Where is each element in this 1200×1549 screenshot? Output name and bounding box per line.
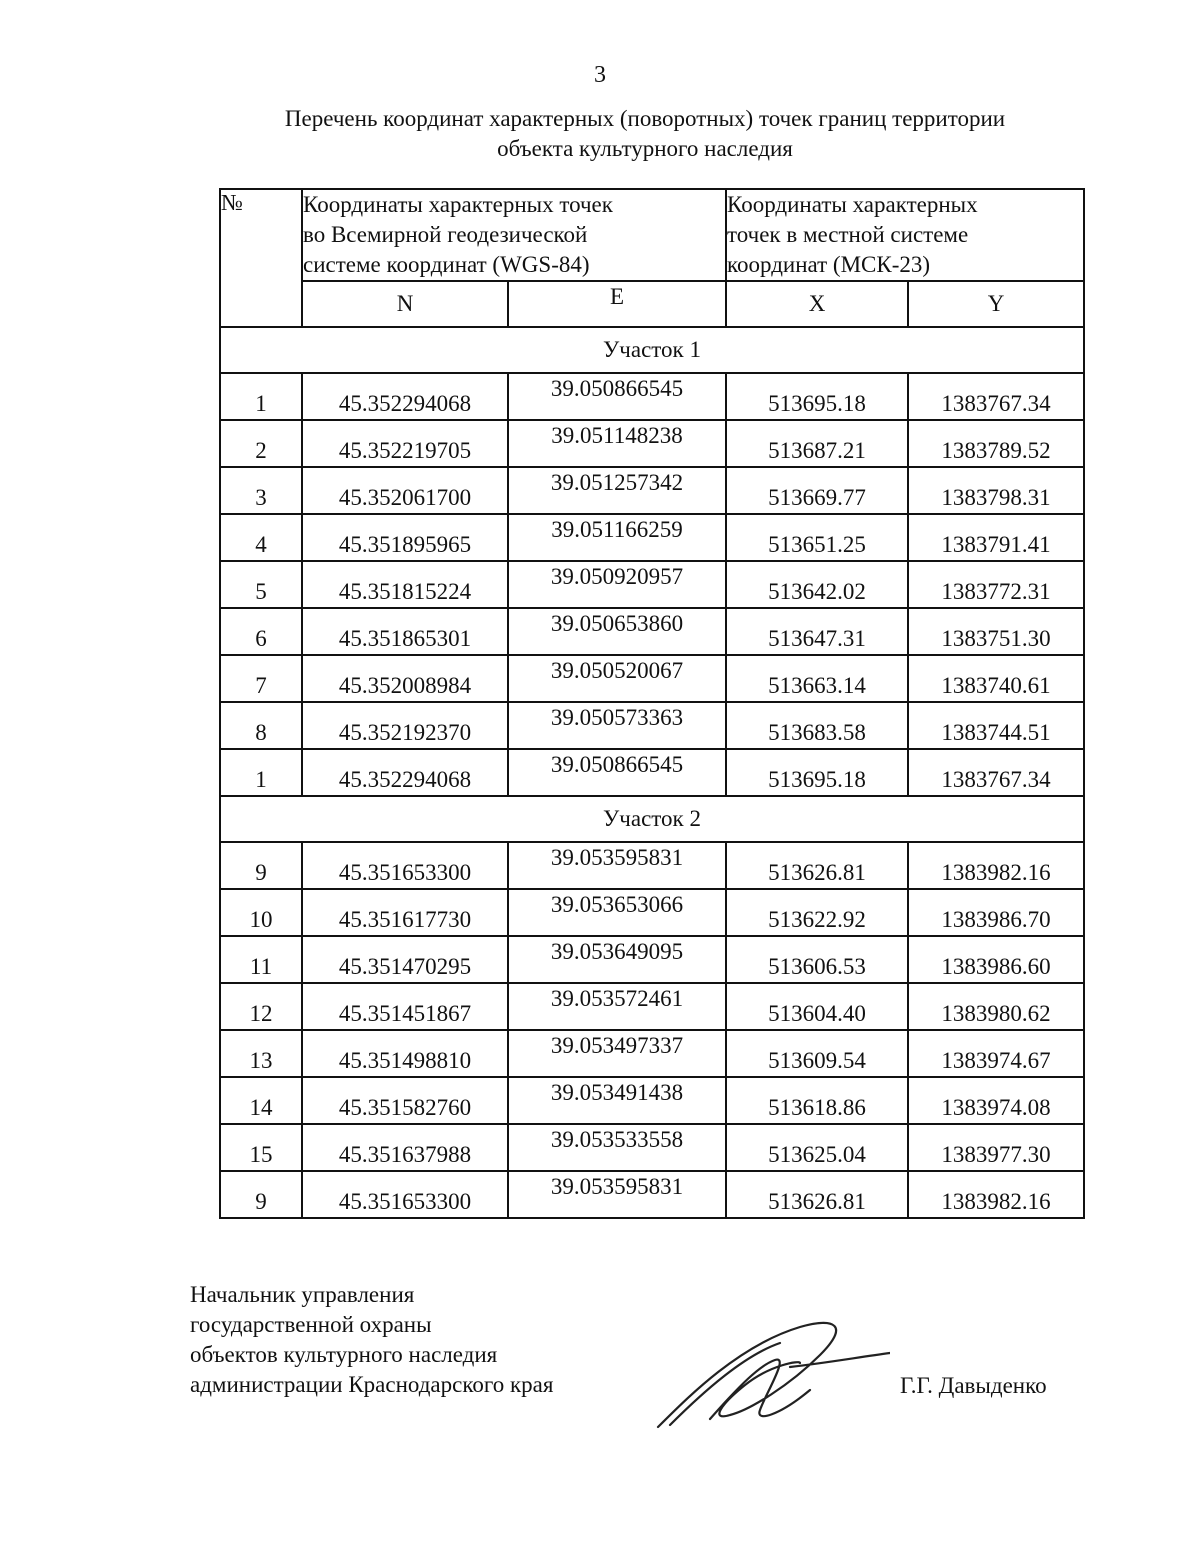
coordinate-y: 1383974.67 (908, 1030, 1084, 1077)
latitude-n: 45.351498810 (302, 1030, 508, 1077)
latitude-n: 45.352192370 (302, 702, 508, 749)
coordinate-x: 513609.54 (726, 1030, 908, 1077)
table-row (220, 655, 1084, 702)
coordinate-x: 513687.21 (726, 420, 908, 467)
table-row (220, 749, 1084, 796)
coordinate-y: 1383986.70 (908, 889, 1084, 936)
latitude-n: 45.351582760 (302, 1077, 508, 1124)
position-line-4: администрации Краснодарского края (190, 1372, 554, 1397)
header-wgs84 (302, 189, 726, 281)
longitude-e: 39.053491438 (508, 1077, 726, 1124)
title-line-1: Перечень координат характерных (поворотных) точек границ территории (284, 106, 1006, 131)
header-msk23-line-3: координат (МСК-23) (727, 252, 931, 277)
coordinate-x: 513622.92 (726, 889, 908, 936)
longitude-e: 39.050573363 (508, 702, 726, 749)
longitude-e: 39.051166259 (508, 514, 726, 561)
point-number: 12 (220, 983, 302, 1030)
coordinate-x: 513651.25 (726, 514, 908, 561)
latitude-n: 45.351637988 (302, 1124, 508, 1171)
header-e: E (508, 281, 726, 327)
longitude-e: 39.053649095 (508, 936, 726, 983)
longitude-e: 39.051257342 (508, 467, 726, 514)
longitude-e: 39.050866545 (508, 749, 726, 796)
signatory-position (190, 1280, 553, 1400)
coordinate-x: 513618.86 (726, 1077, 908, 1124)
handwritten-signature (650, 1315, 890, 1435)
latitude-n: 45.351617730 (302, 889, 508, 936)
point-number: 6 (220, 608, 302, 655)
coordinate-x: 513663.14 (726, 655, 908, 702)
header-msk23 (726, 189, 1084, 281)
coordinates-table (219, 188, 1085, 1219)
header-msk23-line-1: Координаты характерных (727, 192, 978, 217)
point-number: 1 (220, 373, 302, 420)
coordinate-y: 1383986.60 (908, 936, 1084, 983)
section-title: Участок 1 (220, 327, 1084, 373)
table-row (220, 561, 1084, 608)
header-y: Y (908, 281, 1084, 327)
longitude-e: 39.053497337 (508, 1030, 726, 1077)
table-row (220, 514, 1084, 561)
latitude-n: 45.352294068 (302, 749, 508, 796)
header-msk23-line-2: точек в местной системе (727, 222, 969, 247)
point-number: 1 (220, 749, 302, 796)
document-title (150, 104, 1140, 164)
latitude-n: 45.351451867 (302, 983, 508, 1030)
coordinate-y: 1383751.30 (908, 608, 1084, 655)
coordinate-x: 513642.02 (726, 561, 908, 608)
table-row (220, 608, 1084, 655)
latitude-n: 45.352219705 (302, 420, 508, 467)
longitude-e: 39.050520067 (508, 655, 726, 702)
position-line-3: объектов культурного наследия (190, 1342, 498, 1367)
coordinate-y: 1383791.41 (908, 514, 1084, 561)
coordinate-y: 1383980.62 (908, 983, 1084, 1030)
point-number: 8 (220, 702, 302, 749)
coordinate-x: 513626.81 (726, 842, 908, 889)
table-row (220, 889, 1084, 936)
table-row (220, 1124, 1084, 1171)
coordinate-y: 1383977.30 (908, 1124, 1084, 1171)
longitude-e: 39.050653860 (508, 608, 726, 655)
coordinate-y: 1383798.31 (908, 467, 1084, 514)
latitude-n: 45.351865301 (302, 608, 508, 655)
latitude-n: 45.351653300 (302, 842, 508, 889)
latitude-n: 45.351653300 (302, 1171, 508, 1218)
header-wgs84-line-1: Координаты характерных точек (303, 192, 613, 217)
longitude-e: 39.053595831 (508, 842, 726, 889)
header-number: № (220, 189, 302, 327)
point-number: 7 (220, 655, 302, 702)
point-number: 14 (220, 1077, 302, 1124)
longitude-e: 39.053595831 (508, 1171, 726, 1218)
longitude-e: 39.051148238 (508, 420, 726, 467)
latitude-n: 45.351470295 (302, 936, 508, 983)
longitude-e: 39.050866545 (508, 373, 726, 420)
latitude-n: 45.352294068 (302, 373, 508, 420)
table-row (220, 702, 1084, 749)
point-number: 9 (220, 1171, 302, 1218)
coordinate-x: 513626.81 (726, 1171, 908, 1218)
latitude-n: 45.352061700 (302, 467, 508, 514)
coordinate-x: 513683.58 (726, 702, 908, 749)
title-line-2: объекта культурного наследия (497, 136, 793, 161)
point-number: 3 (220, 467, 302, 514)
latitude-n: 45.351815224 (302, 561, 508, 608)
page-number: 3 (594, 62, 606, 88)
point-number: 10 (220, 889, 302, 936)
table-body (220, 327, 1084, 1218)
table-row (220, 373, 1084, 420)
coordinate-y: 1383744.51 (908, 702, 1084, 749)
coordinate-y: 1383772.31 (908, 561, 1084, 608)
latitude-n: 45.351895965 (302, 514, 508, 561)
coordinate-x: 513695.18 (726, 749, 908, 796)
table-row (220, 983, 1084, 1030)
coordinate-x: 513647.31 (726, 608, 908, 655)
longitude-e: 39.053653066 (508, 889, 726, 936)
table-row (220, 1077, 1084, 1124)
table-row (220, 1030, 1084, 1077)
longitude-e: 39.053533558 (508, 1124, 726, 1171)
section-row (220, 327, 1084, 373)
coordinate-y: 1383789.52 (908, 420, 1084, 467)
coordinate-y: 1383740.61 (908, 655, 1084, 702)
point-number: 2 (220, 420, 302, 467)
table-row (220, 936, 1084, 983)
table-row (220, 1171, 1084, 1218)
header-n: N (302, 281, 508, 327)
coordinate-y: 1383767.34 (908, 373, 1084, 420)
signatory-name: Г.Г. Давыденко (900, 1373, 1047, 1398)
longitude-e: 39.053572461 (508, 983, 726, 1030)
coordinate-y: 1383767.34 (908, 749, 1084, 796)
coordinate-x: 513604.40 (726, 983, 908, 1030)
point-number: 15 (220, 1124, 302, 1171)
header-wgs84-line-3: системе координат (WGS-84) (303, 252, 590, 277)
coordinate-x: 513669.77 (726, 467, 908, 514)
table-row (220, 842, 1084, 889)
header-wgs84-line-2: во Всемирной геодезической (303, 222, 588, 247)
latitude-n: 45.352008984 (302, 655, 508, 702)
section-row (220, 796, 1084, 842)
coordinate-y: 1383982.16 (908, 842, 1084, 889)
header-x: X (726, 281, 908, 327)
point-number: 13 (220, 1030, 302, 1077)
point-number: 11 (220, 936, 302, 983)
coordinate-x: 513695.18 (726, 373, 908, 420)
coordinate-x: 513625.04 (726, 1124, 908, 1171)
section-title: Участок 2 (220, 796, 1084, 842)
position-line-2: государственной охраны (190, 1312, 432, 1337)
coordinate-x: 513606.53 (726, 936, 908, 983)
coordinate-y: 1383982.16 (908, 1171, 1084, 1218)
point-number: 9 (220, 842, 302, 889)
point-number: 5 (220, 561, 302, 608)
table-row (220, 420, 1084, 467)
longitude-e: 39.050920957 (508, 561, 726, 608)
table-row (220, 467, 1084, 514)
position-line-1: Начальник управления (190, 1282, 415, 1307)
coordinate-y: 1383974.08 (908, 1077, 1084, 1124)
point-number: 4 (220, 514, 302, 561)
